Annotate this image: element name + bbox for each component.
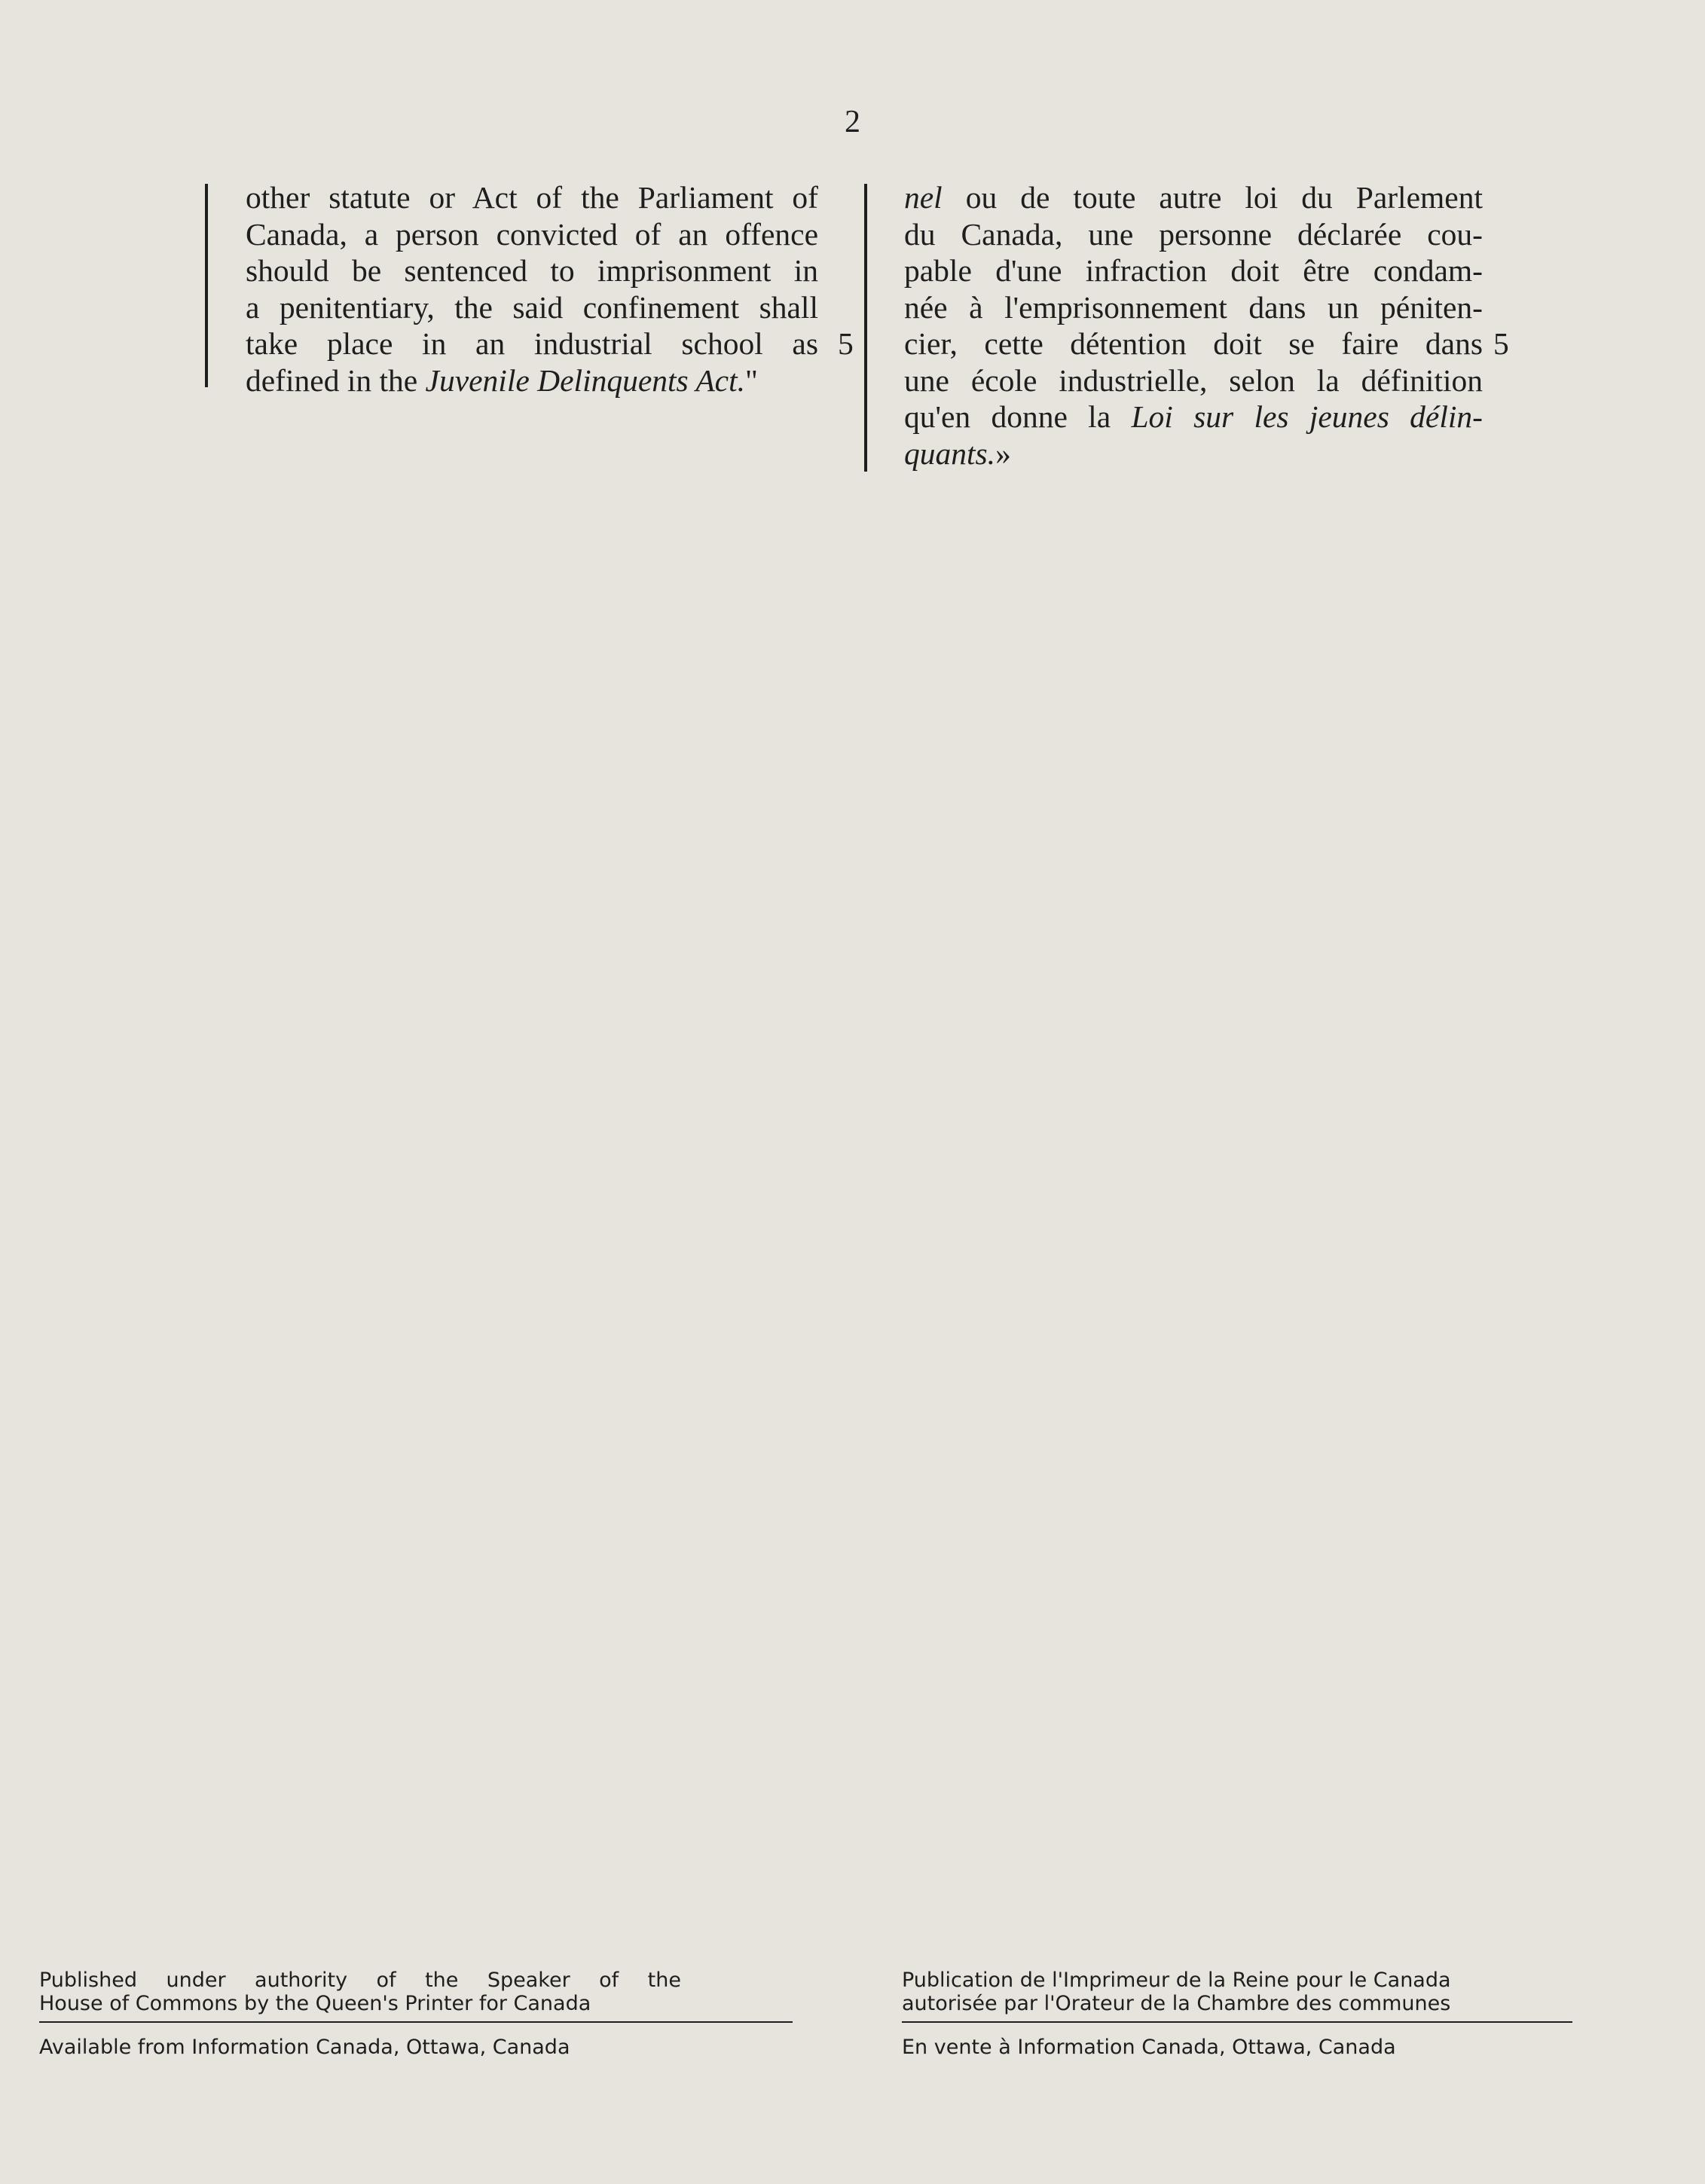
french-line: cier, cette détention doit se faire dans <box>904 326 1483 361</box>
closing-guillemet: » <box>995 435 1011 471</box>
english-line <box>246 362 818 399</box>
french-line <box>904 435 1483 472</box>
english-footer-rule <box>39 2021 793 2023</box>
french-footer-rule <box>902 2021 1572 2023</box>
english-column <box>246 179 818 399</box>
french-line: née à l'emprisonnement dans un péniten- <box>904 289 1483 325</box>
french-publication-notice <box>902 1969 1451 2015</box>
french-line-number: 5 <box>1493 326 1509 361</box>
english-publication-line-2: House of Commons by the Queen's Printer for Canada <box>39 1992 591 2015</box>
english-line: should be sentenced to imprisonment in <box>246 253 818 288</box>
english-line: other statute or Act of the Parliament of <box>246 180 818 215</box>
french-line <box>904 399 1483 435</box>
french-italic-text: nel <box>904 180 943 215</box>
act-title-italic: Juvenile Delinquents Act. <box>425 362 746 398</box>
english-line: Canada, a person convicted of an offence <box>246 216 818 252</box>
english-line: take place in an industrial school as <box>246 326 818 361</box>
french-line <box>904 179 1483 216</box>
closing-quote: " <box>745 362 758 398</box>
french-line-text: qu'en donne la <box>904 399 1132 434</box>
french-line: une école industrielle, selon la définition <box>904 362 1483 398</box>
english-publication-notice <box>39 1969 681 2015</box>
english-publication-line-1: Published under authority of the Speaker of the <box>39 1969 681 1992</box>
page-number: 2 <box>845 105 860 139</box>
french-availability: En vente à Information Canada, Ottawa, Canada <box>902 2036 1396 2059</box>
english-availability: Available from Information Canada, Ottawa, Canada <box>39 2036 570 2059</box>
english-line: a penitentiary, the said confinement shall <box>246 289 818 325</box>
french-line-text: ou de toute autre loi du Parlement <box>942 180 1483 215</box>
english-amendment-margin-bar <box>205 184 208 387</box>
english-line-text: defined in the <box>246 362 426 398</box>
act-title-italic: Loi sur les jeunes délin- <box>1131 399 1483 434</box>
french-column <box>904 179 1483 472</box>
french-amendment-margin-bar <box>864 184 867 472</box>
french-publication-line-1: Publication de l'Imprimeur de la Reine pour le Canada <box>902 1969 1451 1992</box>
french-line: du Canada, une personne déclarée cou- <box>904 216 1483 252</box>
act-title-italic: quants. <box>904 435 996 471</box>
french-publication-line-2: autorisée par l'Orateur de la Chambre des communes <box>902 1992 1451 2015</box>
french-line: pable d'une infraction doit être condam- <box>904 253 1483 288</box>
english-line-number: 5 <box>838 326 854 361</box>
